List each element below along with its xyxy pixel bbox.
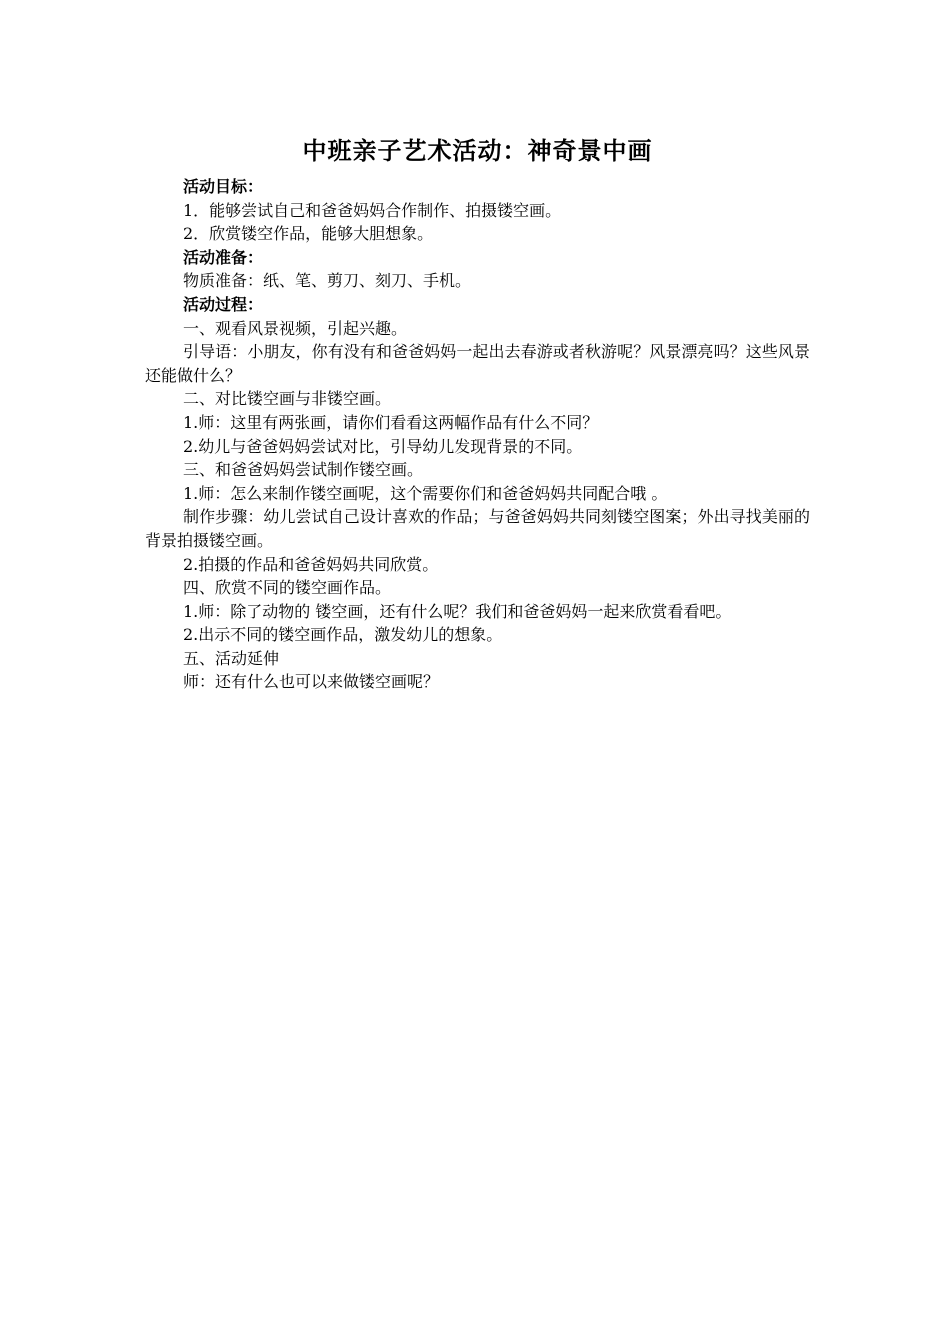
paragraph: 三、和爸爸妈妈尝试制作镂空画。	[183, 460, 424, 480]
paragraph: 2.出示不同的镂空画作品，激发幼儿的想象。	[183, 625, 503, 645]
paragraph: 一、观看风景视频，引起兴趣。	[183, 318, 408, 338]
paragraph: 五、活动延伸	[183, 648, 280, 668]
section-heading-preparation: 活动准备：	[183, 247, 264, 267]
paragraph: 2.拍摄的作品和爸爸妈妈共同欣赏。	[183, 554, 439, 574]
paragraph: 四、欣赏不同的镂空画作品。	[183, 578, 392, 598]
paragraph: 二、对比镂空画与非镂空画。	[183, 389, 392, 409]
section-heading-goals: 活动目标：	[183, 177, 264, 196]
paragraph: 物质准备：纸、笔、剪刀、刻刀、手机。	[183, 271, 472, 291]
document-body	[145, 175, 810, 694]
paragraph: 1．能够尝试自己和爸爸妈妈合作制作、拍摄镂空画。	[183, 200, 562, 220]
paragraph: 2.幼儿与爸爸妈妈尝试对比，引导幼儿发现背景的不同。	[183, 436, 583, 456]
paragraph: 1.师：除了动物的 镂空画，还有什么呢？我们和爸爸妈妈一起来欣赏看看吧。	[183, 601, 732, 621]
paragraph: 制作步骤：幼儿尝试自己设计喜欢的作品；与爸爸妈妈共同刻镂空图案；外出寻找美丽的背景拍摄镂空画。	[145, 507, 810, 550]
section-heading-process: 活动过程：	[183, 294, 264, 314]
paragraph: 引导语：小朋友，你有没有和爸爸妈妈一起出去春游或者秋游呢？风景漂亮吗？这些风景还能做什么？	[145, 342, 810, 385]
document-title: 中班亲子艺术活动：神奇景中画	[302, 137, 653, 165]
document-page	[145, 135, 810, 694]
paragraph: 1.师：这里有两张画，请你们看看这两幅作品有什么不同？	[183, 412, 599, 432]
paragraph: 2．欣赏镂空作品，能够大胆想象。	[183, 224, 434, 244]
paragraph: 师：还有什么也可以来做镂空画呢？	[183, 672, 440, 692]
paragraph: 1.师：怎么来制作镂空画呢，这个需要你们和爸爸妈妈共同配合哦 。	[183, 483, 668, 503]
